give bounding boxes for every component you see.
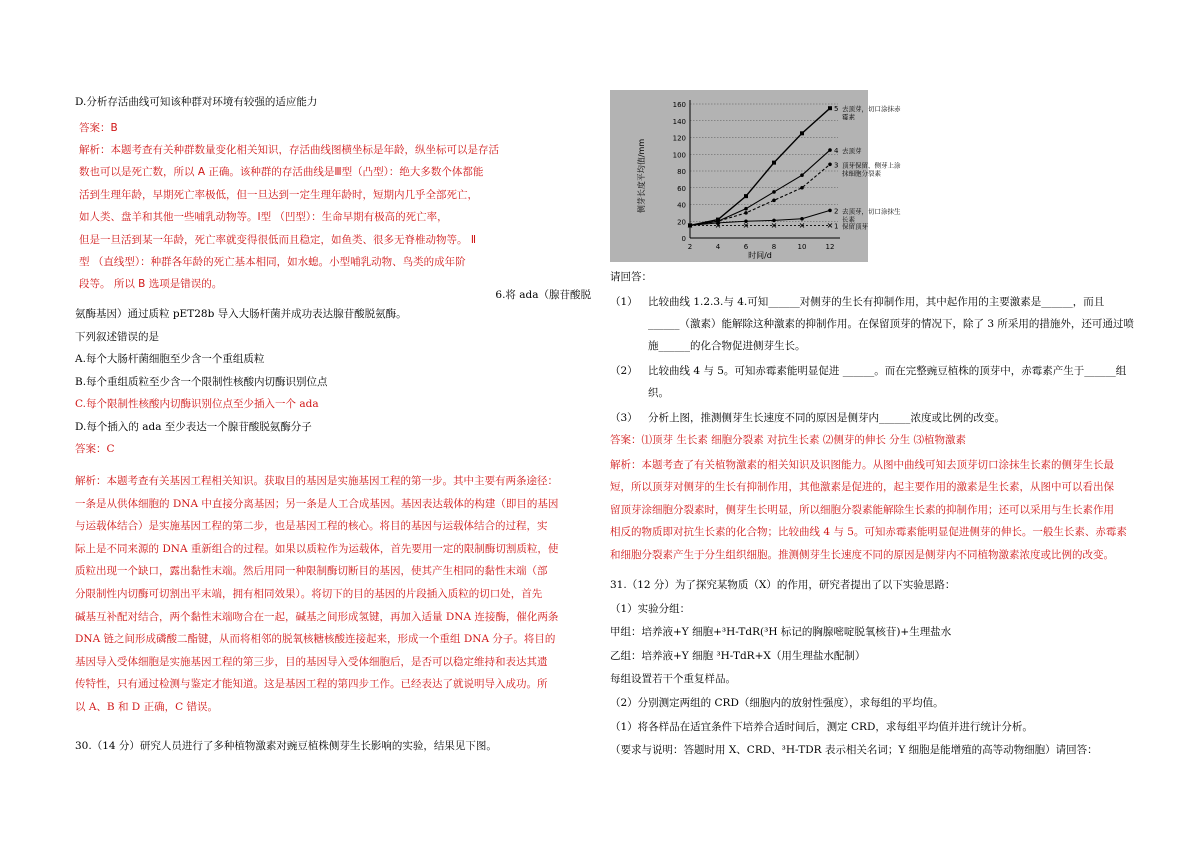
series-label-name: 去顶芽 [842, 147, 862, 156]
q30-3-number: （3） [610, 412, 638, 424]
q31-line: 每组设置若干个重复样品。 [610, 673, 736, 686]
data-point [800, 173, 804, 177]
q30-analysis-line: 相反的物质即对抗生长素的化合物；比较曲线 4 与 5。可知赤霉素能明显促进侧芽的伸长。一般生长素、赤霉素 [610, 526, 1127, 539]
series-label-number: 1 [834, 222, 839, 231]
q6-line: 下列叙述错误的是 [75, 330, 159, 343]
x-tick-label: 12 [825, 243, 835, 251]
q31-line: 乙组：培养液+Y 细胞 ³H-TdR+X（用生理盐水配制） [610, 649, 866, 662]
y-tick-label: 80 [677, 168, 686, 176]
q6-analysis-line: 解析：本题考查有关基因工程相关知识。获取目的基因是实施基因工程的第一步。其中主要有两条途径： [75, 475, 558, 487]
x-tick-labels [688, 243, 835, 251]
q5-analysis-line: 如人类、盘羊和其他一些哺乳动物等。Ⅰ型 （凹型）：生命早期有极高的死亡率， [79, 211, 448, 224]
q30-intro: 30.（14 分）研究人员进行了多种植物激素对豌豆植株侧芽生长影响的实验，结果见下图。 [75, 740, 497, 752]
data-point [800, 186, 804, 190]
y-tick-label: 20 [677, 218, 686, 227]
y-axis-label: 侧芽长度平均值/mm [637, 138, 646, 214]
q6-analysis-line: 以 A、B 和 D 正确，C 错误。 [75, 700, 218, 713]
y-tick-label: 160 [672, 101, 686, 109]
data-point [772, 199, 776, 203]
q31-line: （2）分别测定两组的 CRD（细胞内的放射性强度），求每组的平均值。 [610, 696, 944, 709]
y-tick-label: 120 [672, 134, 686, 143]
chart-svg [610, 90, 901, 262]
series-label-number: 4 [834, 147, 839, 156]
data-point [744, 194, 748, 198]
q6-analysis-line: 一条是从供体细胞的 DNA 中直接分离基因；另一条是人工合成基因。基因表达载体的构建（即目的基因 [75, 497, 559, 510]
data-point [744, 207, 748, 211]
q30-part-2 [610, 360, 1134, 404]
q6-line: 氨酶基因）通过质粒 pET28b 导入大肠杆菌并成功表达腺苷酸脱氨酶。 [75, 308, 407, 320]
q30-1-number: （1） [610, 296, 638, 308]
series-label-number: 5 [834, 105, 839, 114]
q6-analysis-line: 分限制性内切酶可切割出平末端，拥有相同效果）。将切下的目的基因的片段插入质粒的切口处，首先 [75, 587, 543, 600]
q6-analysis-line: 际上是不同来源的 DNA 重新组合的过程。如果以质粒作为运载体，首先要用一定的限制酶切割质粒，使 [75, 542, 559, 555]
hormone-growth-chart [610, 90, 901, 262]
q30-part-3 [610, 407, 1134, 429]
q31-line: （要求与说明：答题时用 X、CRD、³H-TDR 表示相关名词；Y 细胞是能增殖的高等动物细胞）请回答： [610, 744, 1098, 757]
q6-analysis-line: 基因导入受体细胞是实施基因工程的第三步，目的基因导入受体细胞后，是否可以稳定维持和表达其遗 [75, 655, 548, 668]
x-tick-label: 8 [771, 243, 777, 251]
q30-analysis-line: 留顶芽涂细胞分裂素时，侧芽生长明显，所以细胞分裂素能解除生长素的抑制作用；还可以采用与生长素作用 [610, 503, 1114, 516]
data-point [828, 223, 832, 227]
q30-analysis [610, 454, 1134, 566]
q31-line: 31.（12 分）为了探究某物质（X）的作用，研究者提出了以下实验思路： [610, 579, 956, 591]
data-point [772, 219, 776, 223]
data-point [828, 163, 832, 167]
q6-analysis-line: DNA 链之间形成磷酸二酯键，从而将相邻的脱氧核糖核酸连接起来，形成一个重组 DNA 分子。将目的 [75, 633, 556, 646]
q30-answer: 答案：⑴顶芽 生长素 细胞分裂素 对抗生长素 ⑵侧芽的伸长 分生 ⑶植物激素 [610, 434, 967, 446]
q5-analysis-line: 型 （直线型）：种群各年龄的死亡基本相同，如水螅。小型哺乳动物、鸟类的成年阶 [79, 256, 466, 269]
chart-grid [690, 104, 838, 238]
data-point [772, 190, 776, 194]
x-tick-label: 6 [743, 243, 749, 251]
q30-3-text: 分析上图，推测侧芽生长速度不同的原因是侧芽内______浓度或比例的改变。 [648, 412, 1005, 424]
q6-option-c: C.每个限制性核酸内切酶识别位点至少插入一个 ada [75, 398, 319, 410]
q30-analysis-line: 解析：本题考查了有关植物激素的相关知识及识图能力。从图中曲线可知去顶芽切口涂抹生长素的侧芽生长最 [610, 459, 1114, 471]
q30-1-text: 比较曲线 1.2.3.与 4.可知______对侧芽的生长有抑制作用，其中起作用的主要激素是______，而且______（激素）能解除这种激素的抑制作用。在保留顶芽的情况下，除了 3 所采用的措施外，还可通过喷施______的化合物促进侧芽生长。 [648, 296, 1134, 352]
q5-analysis-line: 段等。 所以 B 选项是错误的。 [79, 278, 223, 291]
y-tick-label: 0 [681, 235, 686, 243]
q5-analysis-line: 活到生理年龄，早期死亡率极低，但一旦达到一定生理年龄时，短期内几乎全部死亡， [79, 188, 478, 201]
series-labels [834, 104, 901, 230]
y-tick-label: 140 [672, 117, 686, 126]
q30-2-text: 比较曲线 4 与 5。可知赤霉素能明显促进 ______。而在完整豌豆植株的顶芽中，赤霉素产生于______组织。 [648, 365, 1127, 399]
q6-option-b: B.每个重组质粒至少含一个限制性核酸内切酶识别位点 [75, 375, 328, 388]
data-point [800, 131, 804, 135]
q5-answer: 答案：B [79, 122, 118, 134]
data-point [744, 211, 748, 215]
series-line [690, 108, 830, 225]
q5-analysis-line: 数也可以是死亡数，所以 A 正确。该种群的存活曲线是Ⅲ型（凸型）：绝大多数个体都能 [79, 166, 484, 179]
please-answer: 请回答： [610, 271, 652, 283]
series-label-name: 霉素 [842, 113, 855, 122]
x-tick-label: 10 [797, 243, 807, 251]
x-axis-label: 时间/d [748, 251, 772, 260]
data-point [772, 161, 776, 165]
q6-analysis-line: 质粒出现一个缺口，露出黏性末端。然后用同一种限制酶切断目的基因，使其产生相同的黏性末端（部 [75, 565, 548, 578]
q6-analysis-line: 传特性，只有通过检测与鉴定才能知道。这是基因工程的第四步工作。已经表达了就说明导入成功。所 [75, 678, 548, 691]
q5-analysis-line: 但是一旦活到某一年龄，死亡率就变得很低而且稳定，如鱼类、很多无脊椎动物等。 Ⅱ [79, 233, 477, 246]
chart-series [688, 106, 832, 227]
q5-option-d: D.分析存活曲线可知该种群对环境有较强的适应能力 [75, 96, 318, 108]
y-tick-label: 100 [672, 151, 686, 160]
series-label-name: 顶芽保留，侧芽上涂 [842, 161, 901, 170]
series-label-name: 保留顶芽 [842, 222, 868, 231]
series-label-name: 去顶芽，切口涂抹赤 [842, 105, 901, 114]
q6-stem [75, 305, 595, 460]
q6-analysis-line: 与运载体结合）是实施基因工程的第二步，也是基因工程的核心。将目的基因与运载体结合的过程，实 [75, 520, 548, 533]
q6-intro-tail: 6.将 ada（腺苷酸脱 [495, 289, 591, 301]
series-label-number: 2 [834, 207, 839, 216]
q6-option-a: A.每个大肠杆菌细胞至少含一个重组质粒 [75, 353, 265, 365]
y-tick-label: 40 [677, 201, 686, 210]
y-tick-label: 60 [677, 184, 686, 193]
q31-line: （1）实验分组： [610, 602, 691, 615]
x-tick-label: 4 [715, 243, 721, 251]
series-line [690, 210, 830, 225]
data-point [744, 219, 748, 223]
series-label-name: 去顶芽，切口涂抹生 [842, 207, 901, 216]
q6-analysis-line: 碱基互补配对结合，两个黏性末端吻合在一起，碱基之间形成氢键，再加入适量 DNA 连接酶，催化两条 [75, 610, 559, 623]
data-point [828, 148, 832, 152]
q30-part-1 [610, 291, 1134, 357]
q31-line: 甲组：培养液+Y 细胞+³H-TdR(³H 标记的胸腺嘧啶脱氧核苷)+生理盐水 [610, 626, 952, 639]
q5-analysis-line: 解析：本题考查有关种群数量变化相关知识，存活曲线图横坐标是年龄，纵坐标可以是存活 [79, 144, 499, 156]
data-point [800, 217, 804, 221]
data-point [828, 209, 832, 213]
x-tick-label: 2 [687, 243, 693, 251]
y-tick-labels [673, 101, 686, 243]
q30-2-number: （2） [610, 365, 638, 377]
q30-analysis-line: 短，所以顶芽对侧芽的生长有抑制作用，其他激素是促进的，起主要作用的激素是生长素，从图中可以看出保 [610, 481, 1114, 494]
q5-analysis [79, 139, 595, 296]
q6-analysis [75, 470, 595, 719]
q30-analysis-line: 和细胞分裂素产生于分生组织细胞。推测侧芽生长速度不同的原因是侧芽内不同植物激素浓度或比例的改变。 [610, 548, 1114, 561]
q31 [610, 574, 1134, 763]
series-label-name: 抹细胞分裂素 [842, 169, 881, 178]
series-label-number: 3 [834, 161, 839, 170]
q6-answer: 答案：C [75, 443, 115, 455]
series-label-name: 长素 [842, 215, 855, 224]
q31-line: （1）将各样品在适宜条件下培养合适时间后，测定 CRD，求每组平均值并进行统计分析。 [610, 720, 1033, 733]
q6-option-d: D.每个插入的 ada 至少表达一个腺苷酸脱氨酶分子 [75, 420, 312, 433]
data-point [828, 106, 832, 110]
